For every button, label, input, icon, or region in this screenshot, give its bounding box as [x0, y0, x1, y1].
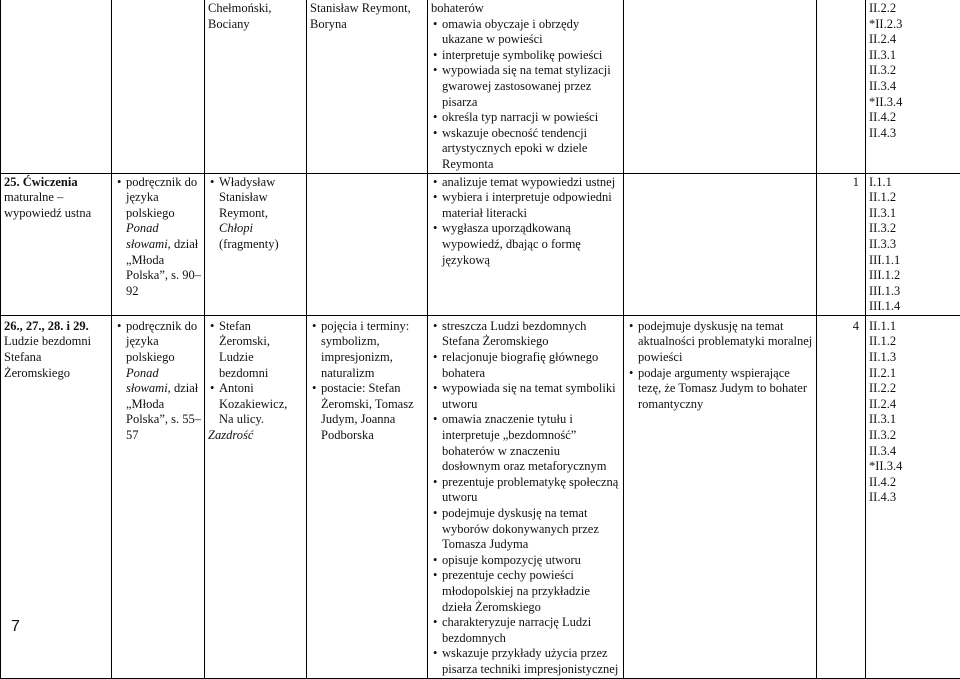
- materials-cell: [112, 173, 205, 315]
- list-item: • podręcznik do języka polskiego Ponad słowami, dział „Młoda Polska”, s. 90–92: [115, 175, 201, 300]
- code-item: II.1.2: [869, 334, 957, 350]
- code-item: III.1.1: [869, 253, 957, 269]
- outcomes-cell: [428, 173, 624, 315]
- code-item: II.2.1: [869, 366, 957, 382]
- code-item: II.4.3: [869, 490, 957, 506]
- list-item: • wskazuje przykłady użycia przez pisarza techniki impresjonistycznej: [431, 646, 620, 677]
- list-item: • określa typ narracji w powieści: [431, 110, 620, 126]
- list-item: • podejmuje dyskusję na temat wyborów dokonywanych przez Tomasza Judyma: [431, 506, 620, 553]
- list-item: • relacjonuje biografię głównego bohatera: [431, 350, 620, 381]
- list-item: • analizuje temat wypowiedzi ustnej: [431, 175, 620, 191]
- lesson-title: 25. Ćwiczenia maturalne – wypowiedź ustna: [4, 175, 108, 222]
- texts-text: Chełmoński, Bociany: [208, 1, 303, 32]
- code-item: II.2.4: [869, 32, 957, 48]
- terms-cell: [307, 315, 428, 678]
- code-item: II.3.1: [869, 412, 957, 428]
- codes-cell: [866, 173, 960, 315]
- extended-cell: [624, 173, 817, 315]
- table-row: [1, 0, 960, 173]
- list-item: • interpretuje symbolikę powieści: [431, 48, 620, 64]
- code-item: II.4.2: [869, 475, 957, 491]
- extended-cell: [624, 0, 817, 173]
- outcomes-cell: [428, 0, 624, 173]
- codes-cell: [866, 315, 960, 678]
- table-row: [1, 173, 960, 315]
- terms-cell: [307, 0, 428, 173]
- outcomes-list: [431, 17, 620, 173]
- list-item: • Antoni Kozakiewicz, Na ulicy.: [208, 381, 303, 428]
- page-number: 7: [11, 619, 20, 635]
- code-item: II.3.4: [869, 79, 957, 95]
- hours-cell: [817, 0, 866, 173]
- list-item: • wypowiada się na temat stylizacji gwarowej zastosowanej przez pisarza: [431, 63, 620, 110]
- code-item: II.3.2: [869, 221, 957, 237]
- list-item: • Stefan Żeromski, Ludzie bezdomni: [208, 319, 303, 381]
- outcomes-intro: bohaterów: [431, 1, 620, 17]
- list-item: • podręcznik do języka polskiego Ponad słowami, dział „Młoda Polska”, s. 55–57: [115, 319, 201, 444]
- texts-italic: Zazdrość: [208, 428, 303, 444]
- topic-cell: [1, 173, 112, 315]
- list-item: • charakteryzuje narrację Ludzi bezdomnych: [431, 615, 620, 646]
- code-item: *II.3.4: [869, 95, 957, 111]
- materials-cell: [112, 315, 205, 678]
- outcomes-list: [431, 175, 620, 269]
- texts-cell: [205, 173, 307, 315]
- code-item: II.3.4: [869, 444, 957, 460]
- code-item: II.1.3: [869, 350, 957, 366]
- code-item: *II.3.4: [869, 459, 957, 475]
- outcomes-list: [431, 319, 620, 678]
- list-item: • podejmuje dyskusję na temat aktualności problematyki moralnej powieści: [627, 319, 813, 366]
- table-row: [1, 315, 960, 678]
- code-item: II.3.1: [869, 206, 957, 222]
- code-item: II.2.2: [869, 1, 957, 17]
- code-item: II.2.4: [869, 397, 957, 413]
- hours-cell: 4: [817, 315, 866, 678]
- codes-cell: [866, 0, 960, 173]
- texts-cell: [205, 315, 307, 678]
- list-item: • wybiera i interpretuje odpowiedni materiał literacki: [431, 190, 620, 221]
- list-item: • podaje argumenty wspierające tezę, że Tomasz Judym to bohater romantyczny: [627, 366, 813, 413]
- extended-cell: [624, 315, 817, 678]
- list-item: • postacie: Stefan Żeromski, Tomasz Judym, Joanna Podborska: [310, 381, 424, 443]
- code-item: II.3.3: [869, 237, 957, 253]
- texts-cell: [205, 0, 307, 173]
- code-item: I.1.1: [869, 175, 957, 191]
- terms-cell: [307, 173, 428, 315]
- topic-cell: [1, 0, 112, 173]
- list-item: • omawia znaczenie tytułu i interpretuje „bezdomność” bohaterów w znaczeniu dosłownym oraz metaforycznym: [431, 412, 620, 474]
- list-item: • omawia obyczaje i obrzędy ukazane w powieści: [431, 17, 620, 48]
- code-item: *II.2.3: [869, 17, 957, 33]
- code-item: II.4.2: [869, 110, 957, 126]
- code-item: III.1.3: [869, 284, 957, 300]
- outcomes-cell: [428, 315, 624, 678]
- terms-text: Stanisław Reymont, Boryna: [310, 1, 424, 32]
- materials-cell: [112, 0, 205, 173]
- code-item: II.3.2: [869, 428, 957, 444]
- code-item: II.4.3: [869, 126, 957, 142]
- list-item: • wskazuje obecność tendencji artystycznych epoki w dziele Reymonta: [431, 126, 620, 173]
- list-item: • wygłasza uporządkowaną wypowiedź, dbając o formę językową: [431, 221, 620, 268]
- code-item: II.1.2: [869, 190, 957, 206]
- hours-cell: 1: [817, 173, 866, 315]
- lesson-title: 26., 27., 28. i 29. Ludzie bezdomni Stefana Żeromskiego: [4, 319, 108, 381]
- list-item: • prezentuje problematykę społeczną utworu: [431, 475, 620, 506]
- list-item: • Władysław Stanisław Reymont, Chłopi (fragmenty): [208, 175, 303, 253]
- code-item: II.1.1: [869, 319, 957, 335]
- code-item: II.3.1: [869, 48, 957, 64]
- list-item: • streszcza Ludzi bezdomnych Stefana Żeromskiego: [431, 319, 620, 350]
- list-item: • pojęcia i terminy: symbolizm, impresjonizm, naturalizm: [310, 319, 424, 381]
- extended-list: [627, 319, 813, 413]
- code-item: III.1.4: [869, 299, 957, 315]
- list-item: • wypowiada się na temat symboliki utworu: [431, 381, 620, 412]
- list-item: • opisuje kompozycję utworu: [431, 553, 620, 569]
- code-item: II.3.2: [869, 63, 957, 79]
- code-item: III.1.2: [869, 268, 957, 284]
- code-item: II.2.2: [869, 381, 957, 397]
- list-item: • prezentuje cechy powieści młodopolskiej na przykładzie dzieła Żeromskiego: [431, 568, 620, 615]
